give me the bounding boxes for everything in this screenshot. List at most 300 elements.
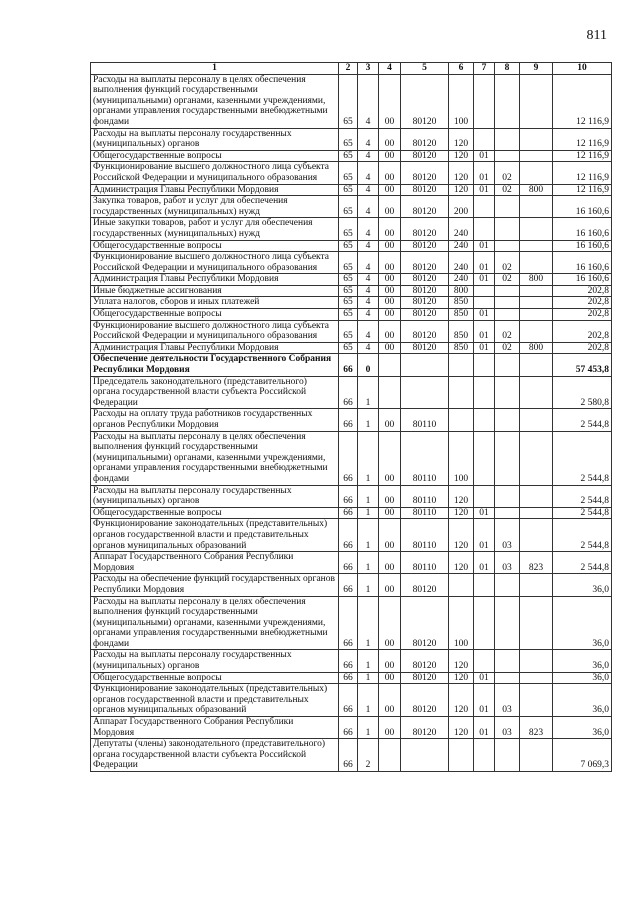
table-row	[91, 684, 612, 717]
table-row	[91, 285, 612, 297]
code-cell: 00	[379, 552, 401, 574]
table-row	[91, 409, 612, 431]
code-cell	[449, 574, 474, 596]
description-cell: Функционирование высшего должностного лица субъекта Российской Федерации и муниципального образования	[91, 162, 339, 184]
table-row	[91, 717, 612, 739]
code-cell	[474, 431, 495, 485]
code-cell: 4	[358, 150, 379, 162]
code-cell: 80120	[401, 650, 449, 672]
description-cell: Функционирование законодательных (представительных) органов государственной власти и представительных органов муниципальных образований	[91, 684, 339, 717]
description-cell: Общегосударственные вопросы	[91, 309, 339, 321]
table-row	[91, 240, 612, 252]
table-row	[91, 196, 612, 218]
amount-cell: 12 116,9	[553, 128, 612, 150]
code-cell: 1	[358, 507, 379, 519]
code-cell	[520, 285, 553, 297]
code-cell: 80120	[401, 309, 449, 321]
code-cell: 80120	[401, 240, 449, 252]
code-cell: 80120	[401, 128, 449, 150]
code-cell: 4	[358, 320, 379, 342]
description-cell: Уплата налогов, сборов и иных платежей	[91, 297, 339, 309]
code-cell: 02	[495, 252, 520, 274]
code-cell	[520, 684, 553, 717]
code-cell	[495, 650, 520, 672]
table-row	[91, 650, 612, 672]
code-cell	[495, 218, 520, 240]
code-cell	[520, 240, 553, 252]
amount-cell: 202,8	[553, 309, 612, 321]
code-cell	[474, 218, 495, 240]
code-cell	[379, 376, 401, 409]
code-cell: 80110	[401, 485, 449, 507]
amount-cell: 12 116,9	[553, 162, 612, 184]
code-cell	[495, 285, 520, 297]
amount-cell: 202,8	[553, 285, 612, 297]
code-cell	[495, 574, 520, 596]
code-cell: 240	[449, 240, 474, 252]
code-cell	[520, 672, 553, 684]
code-cell: 80120	[401, 150, 449, 162]
code-cell: 80110	[401, 507, 449, 519]
table-row	[91, 507, 612, 519]
description-cell: Общегосударственные вопросы	[91, 150, 339, 162]
code-cell: 80110	[401, 552, 449, 574]
code-cell: 1	[358, 684, 379, 717]
code-cell: 120	[449, 684, 474, 717]
code-cell: 01	[474, 150, 495, 162]
code-cell: 00	[379, 409, 401, 431]
description-cell: Функционирование высшего должностного лица субъекта Российской Федерации и муниципального образования	[91, 252, 339, 274]
code-cell: 80120	[401, 320, 449, 342]
code-cell	[474, 74, 495, 128]
header-cell: 4	[379, 63, 401, 75]
amount-cell: 16 160,6	[553, 240, 612, 252]
code-cell: 02	[495, 320, 520, 342]
code-cell	[474, 574, 495, 596]
table-row	[91, 128, 612, 150]
code-cell: 4	[358, 128, 379, 150]
amount-cell: 202,8	[553, 342, 612, 354]
code-cell: 80120	[401, 672, 449, 684]
description-cell: Расходы на выплаты персоналу государственных (муниципальных) органов	[91, 128, 339, 150]
code-cell: 4	[358, 342, 379, 354]
code-cell: 1	[358, 552, 379, 574]
code-cell: 1	[358, 717, 379, 739]
code-cell	[520, 74, 553, 128]
code-cell: 00	[379, 285, 401, 297]
code-cell	[520, 150, 553, 162]
code-cell: 240	[449, 274, 474, 286]
code-cell: 4	[358, 196, 379, 218]
code-cell: 4	[358, 297, 379, 309]
code-cell: 00	[379, 650, 401, 672]
code-cell: 120	[449, 150, 474, 162]
table-row	[91, 672, 612, 684]
code-cell: 66	[339, 431, 358, 485]
code-cell	[495, 354, 520, 376]
description-cell: Расходы на выплаты персоналу в целях обеспечения выполнения функций государственными (муниципальными) органами, казенными учреждениями, органами управления государственными внебюджетными фондами	[91, 596, 339, 650]
code-cell: 66	[339, 717, 358, 739]
code-cell	[495, 485, 520, 507]
code-cell	[474, 596, 495, 650]
code-cell: 120	[449, 162, 474, 184]
code-cell: 80110	[401, 431, 449, 485]
code-cell: 120	[449, 507, 474, 519]
code-cell: 03	[495, 552, 520, 574]
header-cell: 10	[553, 63, 612, 75]
code-cell	[520, 196, 553, 218]
description-cell: Закупка товаров, работ и услуг для обеспечения государственных (муниципальных) нужд	[91, 196, 339, 218]
code-cell: 800	[449, 285, 474, 297]
code-cell: 4	[358, 274, 379, 286]
description-cell: Администрация Главы Республики Мордовия	[91, 342, 339, 354]
code-cell: 65	[339, 252, 358, 274]
description-cell: Администрация Главы Республики Мордовия	[91, 274, 339, 286]
code-cell: 850	[449, 297, 474, 309]
code-cell: 4	[358, 252, 379, 274]
code-cell: 01	[474, 342, 495, 354]
code-cell: 240	[449, 252, 474, 274]
code-cell: 03	[495, 684, 520, 717]
code-cell: 0	[358, 354, 379, 376]
code-cell: 65	[339, 150, 358, 162]
code-cell: 02	[495, 342, 520, 354]
header-cell: 5	[401, 63, 449, 75]
code-cell: 66	[339, 376, 358, 409]
code-cell: 65	[339, 320, 358, 342]
code-cell	[474, 297, 495, 309]
amount-cell: 2 544,8	[553, 507, 612, 519]
code-cell: 66	[339, 739, 358, 772]
code-cell: 1	[358, 672, 379, 684]
code-cell: 01	[474, 320, 495, 342]
code-cell	[520, 320, 553, 342]
code-cell: 00	[379, 196, 401, 218]
header-cell: 1	[91, 63, 339, 75]
code-cell	[520, 574, 553, 596]
amount-cell: 16 160,6	[553, 252, 612, 274]
code-cell: 80120	[401, 285, 449, 297]
table-header-row	[91, 63, 612, 75]
amount-cell: 2 544,8	[553, 552, 612, 574]
table-body	[91, 74, 612, 771]
code-cell: 120	[449, 650, 474, 672]
code-cell: 80120	[401, 574, 449, 596]
code-cell: 00	[379, 596, 401, 650]
description-cell: Расходы на обеспечение функций государственных органов Республики Мордовия	[91, 574, 339, 596]
code-cell: 01	[474, 519, 495, 552]
code-cell	[495, 74, 520, 128]
description-cell: Общегосударственные вопросы	[91, 240, 339, 252]
code-cell: 100	[449, 74, 474, 128]
code-cell: 66	[339, 354, 358, 376]
code-cell: 65	[339, 184, 358, 196]
code-cell: 01	[474, 672, 495, 684]
code-cell	[449, 354, 474, 376]
code-cell	[495, 376, 520, 409]
code-cell: 4	[358, 218, 379, 240]
code-cell: 1	[358, 409, 379, 431]
code-cell: 01	[474, 184, 495, 196]
code-cell	[495, 150, 520, 162]
code-cell: 00	[379, 320, 401, 342]
code-cell: 01	[474, 274, 495, 286]
code-cell: 1	[358, 574, 379, 596]
code-cell: 00	[379, 342, 401, 354]
table-row	[91, 162, 612, 184]
code-cell: 4	[358, 309, 379, 321]
table-row	[91, 342, 612, 354]
code-cell: 2	[358, 739, 379, 772]
code-cell: 240	[449, 218, 474, 240]
code-cell: 1	[358, 485, 379, 507]
description-cell: Расходы на выплаты персоналу государственных (муниципальных) органов	[91, 650, 339, 672]
code-cell: 01	[474, 717, 495, 739]
code-cell: 120	[449, 717, 474, 739]
description-cell: Общегосударственные вопросы	[91, 672, 339, 684]
code-cell	[495, 240, 520, 252]
table-row	[91, 485, 612, 507]
code-cell	[520, 309, 553, 321]
description-cell: Расходы на выплаты персоналу в целях обеспечения выполнения функций государственными (муниципальными) органами, казенными учреждениями, органами управления государственными внебюджетными фондами	[91, 431, 339, 485]
code-cell: 80120	[401, 162, 449, 184]
code-cell	[495, 431, 520, 485]
code-cell: 800	[520, 184, 553, 196]
code-cell	[474, 485, 495, 507]
code-cell: 80120	[401, 252, 449, 274]
code-cell	[379, 354, 401, 376]
code-cell: 66	[339, 552, 358, 574]
code-cell: 66	[339, 574, 358, 596]
description-cell: Депутаты (члены) законодательного (представительного) органа государственной власти субъекта Российской Федерации	[91, 739, 339, 772]
code-cell	[495, 672, 520, 684]
code-cell	[495, 128, 520, 150]
code-cell: 800	[520, 342, 553, 354]
code-cell: 00	[379, 717, 401, 739]
code-cell: 65	[339, 297, 358, 309]
table-row	[91, 252, 612, 274]
table-row	[91, 552, 612, 574]
code-cell	[495, 507, 520, 519]
code-cell: 120	[449, 184, 474, 196]
code-cell: 01	[474, 684, 495, 717]
code-cell: 1	[358, 650, 379, 672]
code-cell	[520, 128, 553, 150]
code-cell	[520, 297, 553, 309]
description-cell: Аппарат Государственного Собрания Республики Мордовия	[91, 552, 339, 574]
amount-cell: 36,0	[553, 574, 612, 596]
table-row	[91, 218, 612, 240]
code-cell: 80120	[401, 297, 449, 309]
description-cell: Расходы на выплаты персоналу в целях обеспечения выполнения функций государственными (муниципальными) органами, казенными учреждениями, органами управления государственными внебюджетными фондами	[91, 74, 339, 128]
code-cell: 80120	[401, 342, 449, 354]
code-cell: 02	[495, 184, 520, 196]
page-number: 811	[586, 28, 607, 43]
code-cell: 00	[379, 574, 401, 596]
code-cell: 80120	[401, 596, 449, 650]
code-cell: 200	[449, 196, 474, 218]
code-cell: 00	[379, 519, 401, 552]
amount-cell: 16 160,6	[553, 196, 612, 218]
code-cell: 00	[379, 672, 401, 684]
code-cell: 80110	[401, 409, 449, 431]
code-cell	[474, 285, 495, 297]
code-cell	[520, 507, 553, 519]
amount-cell: 7 069,3	[553, 739, 612, 772]
code-cell: 00	[379, 150, 401, 162]
table-row	[91, 309, 612, 321]
code-cell: 65	[339, 342, 358, 354]
code-cell	[495, 409, 520, 431]
header-cell: 8	[495, 63, 520, 75]
code-cell: 65	[339, 128, 358, 150]
code-cell: 01	[474, 507, 495, 519]
description-cell: Функционирование высшего должностного лица субъекта Российской Федерации и муниципального образования	[91, 320, 339, 342]
code-cell	[495, 739, 520, 772]
code-cell	[520, 218, 553, 240]
table-row	[91, 431, 612, 485]
description-cell: Иные закупки товаров, работ и услуг для обеспечения государственных (муниципальных) нужд	[91, 218, 339, 240]
amount-cell: 2 544,8	[553, 519, 612, 552]
code-cell: 66	[339, 507, 358, 519]
code-cell: 4	[358, 184, 379, 196]
code-cell: 80120	[401, 74, 449, 128]
code-cell	[449, 409, 474, 431]
code-cell: 66	[339, 672, 358, 684]
code-cell: 00	[379, 297, 401, 309]
code-cell: 100	[449, 596, 474, 650]
code-cell: 120	[449, 128, 474, 150]
amount-cell: 12 116,9	[553, 184, 612, 196]
code-cell: 66	[339, 596, 358, 650]
amount-cell: 36,0	[553, 684, 612, 717]
code-cell: 80120	[401, 184, 449, 196]
amount-cell: 16 160,6	[553, 274, 612, 286]
code-cell: 66	[339, 684, 358, 717]
code-cell: 65	[339, 274, 358, 286]
amount-cell: 36,0	[553, 650, 612, 672]
table-row	[91, 297, 612, 309]
amount-cell: 2 544,8	[553, 431, 612, 485]
code-cell: 80120	[401, 274, 449, 286]
code-cell	[449, 739, 474, 772]
header-cell: 7	[474, 63, 495, 75]
code-cell: 01	[474, 240, 495, 252]
code-cell: 66	[339, 519, 358, 552]
code-cell: 1	[358, 596, 379, 650]
code-cell: 65	[339, 162, 358, 184]
code-cell: 1	[358, 519, 379, 552]
table-row	[91, 376, 612, 409]
code-cell: 65	[339, 309, 358, 321]
code-cell: 66	[339, 650, 358, 672]
code-cell	[520, 519, 553, 552]
code-cell: 120	[449, 485, 474, 507]
code-cell: 00	[379, 309, 401, 321]
code-cell: 66	[339, 485, 358, 507]
code-cell	[520, 596, 553, 650]
code-cell	[520, 354, 553, 376]
header-cell: 9	[520, 63, 553, 75]
code-cell: 00	[379, 74, 401, 128]
code-cell: 01	[474, 162, 495, 184]
code-cell	[520, 431, 553, 485]
code-cell	[474, 196, 495, 218]
code-cell: 00	[379, 128, 401, 150]
description-cell: Иные бюджетные ассигнования	[91, 285, 339, 297]
code-cell	[474, 739, 495, 772]
header-cell: 3	[358, 63, 379, 75]
code-cell: 65	[339, 74, 358, 128]
description-cell: Обеспечение деятельности Государственного Собрания Республики Мордовия	[91, 354, 339, 376]
code-cell: 00	[379, 507, 401, 519]
code-cell: 4	[358, 162, 379, 184]
table-row	[91, 354, 612, 376]
code-cell: 1	[358, 431, 379, 485]
amount-cell: 16 160,6	[553, 218, 612, 240]
code-cell: 1	[358, 376, 379, 409]
amount-cell: 12 116,9	[553, 150, 612, 162]
amount-cell: 202,8	[553, 297, 612, 309]
code-cell: 80120	[401, 196, 449, 218]
code-cell: 03	[495, 519, 520, 552]
code-cell	[495, 196, 520, 218]
code-cell: 80120	[401, 684, 449, 717]
code-cell: 03	[495, 717, 520, 739]
code-cell	[495, 309, 520, 321]
code-cell: 120	[449, 672, 474, 684]
code-cell	[474, 650, 495, 672]
code-cell: 00	[379, 218, 401, 240]
amount-cell: 2 544,8	[553, 485, 612, 507]
code-cell	[495, 297, 520, 309]
header-cell: 2	[339, 63, 358, 75]
code-cell	[520, 252, 553, 274]
table-row	[91, 574, 612, 596]
code-cell: 65	[339, 285, 358, 297]
code-cell: 00	[379, 485, 401, 507]
budget-table	[90, 62, 612, 772]
table-row	[91, 184, 612, 196]
code-cell: 823	[520, 552, 553, 574]
amount-cell: 202,8	[553, 320, 612, 342]
code-cell: 00	[379, 274, 401, 286]
code-cell: 02	[495, 274, 520, 286]
amount-cell: 2 580,8	[553, 376, 612, 409]
table-row	[91, 519, 612, 552]
description-cell: Расходы на выплаты персоналу государственных (муниципальных) органов	[91, 485, 339, 507]
code-cell: 120	[449, 552, 474, 574]
code-cell: 100	[449, 431, 474, 485]
description-cell: Аппарат Государственного Собрания Республики Мордовия	[91, 717, 339, 739]
code-cell	[520, 485, 553, 507]
code-cell: 00	[379, 252, 401, 274]
code-cell: 4	[358, 74, 379, 128]
code-cell: 02	[495, 162, 520, 184]
code-cell: 800	[520, 274, 553, 286]
code-cell: 850	[449, 320, 474, 342]
code-cell	[379, 739, 401, 772]
header-cell: 6	[449, 63, 474, 75]
code-cell: 4	[358, 285, 379, 297]
description-cell: Общегосударственные вопросы	[91, 507, 339, 519]
code-cell: 823	[520, 717, 553, 739]
code-cell	[520, 409, 553, 431]
description-cell: Расходы на оплату труда работников государственных органов Республики Мордовия	[91, 409, 339, 431]
code-cell: 65	[339, 240, 358, 252]
code-cell	[520, 376, 553, 409]
amount-cell: 57 453,8	[553, 354, 612, 376]
